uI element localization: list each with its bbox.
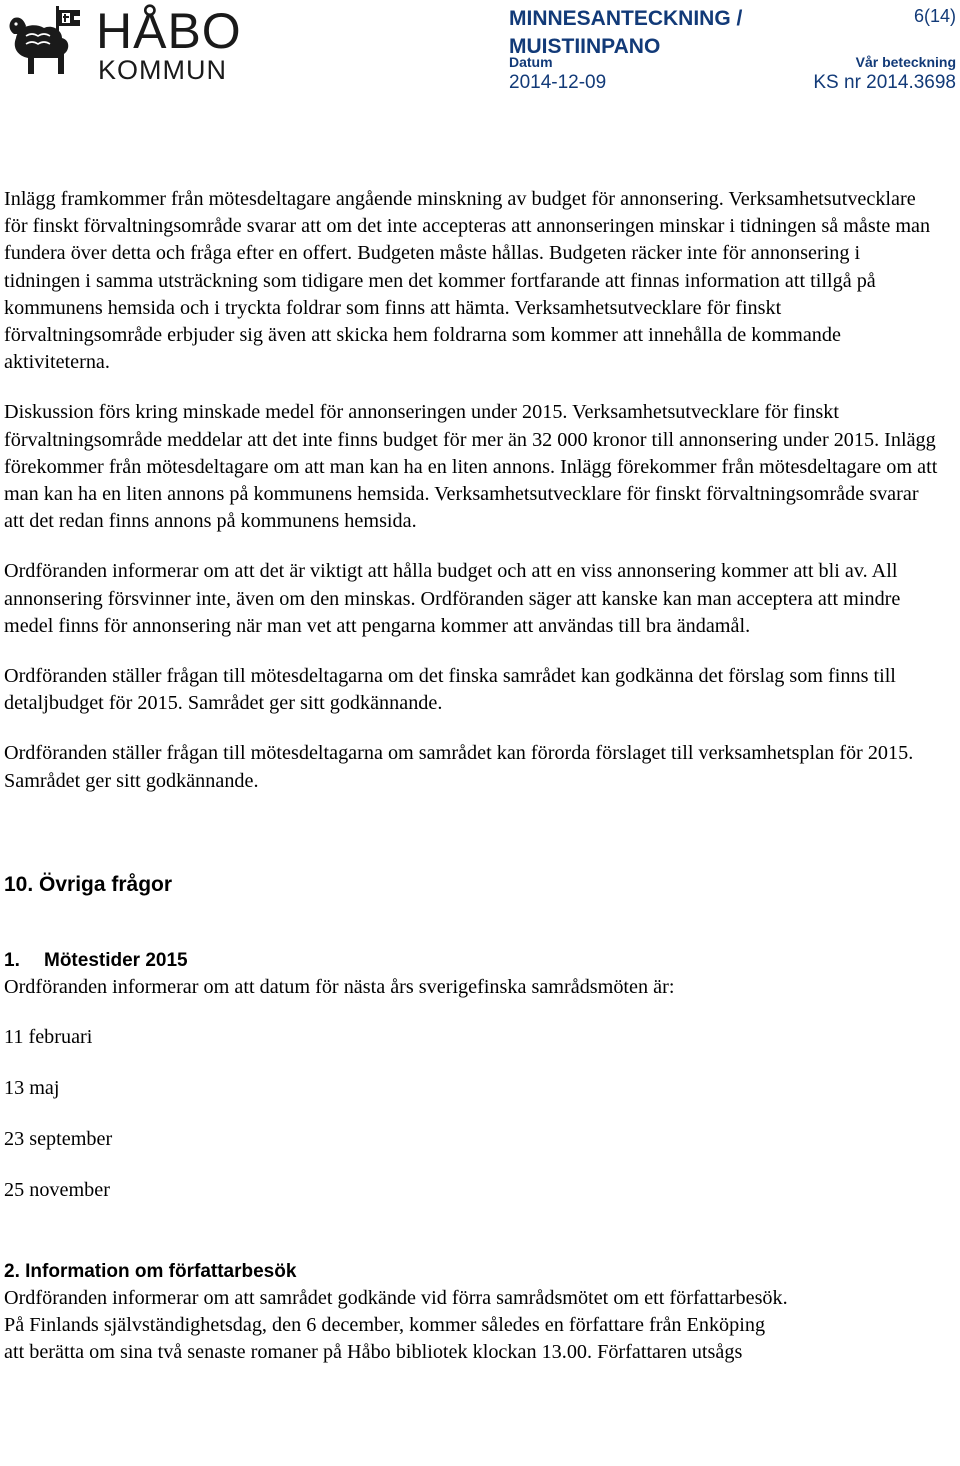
text-line: På Finlands självständighetsdag, den 6 december, kommer således en författare från Enköping [4,1314,766,1337]
paragraph: Inlägg framkommer från mötesdeltagare angående minskning av budget för annonsering. Verksamhetsutvecklare för finskt förvaltningsområde svarar att om det inte accepteras att annonseringen minskar i tidningen så måste man fundera över detta och fråga efter en offert. Budgeten måste hållas. Budgeten räcker inte för annonsering i tidningen i samma utsträckning som tidigare men det kommer fortfarande att finnas information att tillgå på kommunens hemsida och i tryckta foldrar som finns att hämta. Verksamhetsutvecklare för finskt förvaltningsområde erbjuder sig även att skicka hem foldrarna som kommer att innehålla de kommande aktiviteterna. [4,188,931,374]
agenda-item-heading [4,947,939,974]
meeting-date: 23 september [4,1128,113,1151]
reference-value: KS nr 2014.3698 [813,72,956,93]
text-line: att berätta om sina två senaste romaner på Håbo bibliotek klockan 13.00. Författaren utsågs [4,1341,743,1364]
paragraph: Ordföranden ställer frågan till mötesdeltagarna om det finska samrådet kan godkänna det förslag som finns till detaljbudget för 2015. Samrådet ger sitt godkännande. [4,665,896,715]
text-line: Ordföranden informerar om att samrådet godkände vid förra samrådsmötet om ett författarbesök. [4,1287,788,1310]
agenda-item-number: 1. [4,949,20,971]
meeting-date: 11 februari [4,1026,93,1049]
meeting-date: 13 maj [4,1077,60,1100]
meeting-date: 25 november [4,1179,110,1202]
section-heading: 10. Övriga frågor [4,872,173,896]
agenda-item-title: Mötestider 2015 [44,949,188,971]
lamb-and-flag-crest-icon [4,4,90,84]
agenda-item-heading: 2. Information om författarbesök [4,1261,297,1283]
document-body [4,186,939,1367]
paragraph: Diskussion förs kring minskade medel för annonseringen under 2015. Verksamhetsutvecklare för finskt förvaltningsområde meddelar att det inte finns budget för mer än 32 000 kronor till annonsering under 2015. Inlägg förekommer från mötesdeltagare om att man kan ha en liten annons. Inlägg förekommer från mötesdeltagare om att man kan ha en liten annons på kommunens hemsida. Verksamhetsutvecklare för finskt förvaltningsområde svarar att det redan finns annons på kommunens hemsida. [4,401,938,533]
date-label: Datum [509,54,553,70]
logo-subtitle: KOMMUN [98,55,227,85]
kommun-logo [4,3,242,85]
agenda-item-intro: Ordföranden informerar om att datum för nästa års sverigefinska samrådsmöten är: [4,975,675,998]
logo-name: HÅBO [96,3,242,59]
reference-label: Vår beteckning [855,54,956,70]
page-number: 6(14) [913,6,956,26]
date-value: 2014-12-09 [509,72,607,93]
paragraph: Ordföranden ställer frågan till mötesdeltagarna om samrådet kan förorda förslaget till verksamhetsplan för 2015. Samrådet ger sitt godkännande. [4,742,914,792]
document-type: MINNESANTECKNING / MUISTIINPANO [509,7,743,58]
paragraph: Ordföranden informerar om att det är viktigt att hålla budget och att en viss annonsering kommer att bli av. All annonsering försvinner inte, även om den minskas. Ordföranden säger att kanske kan man acceptera att mindre medel finns för annonsering när man vet att pengarna kommer att användas till bra ändamål. [4,560,901,637]
